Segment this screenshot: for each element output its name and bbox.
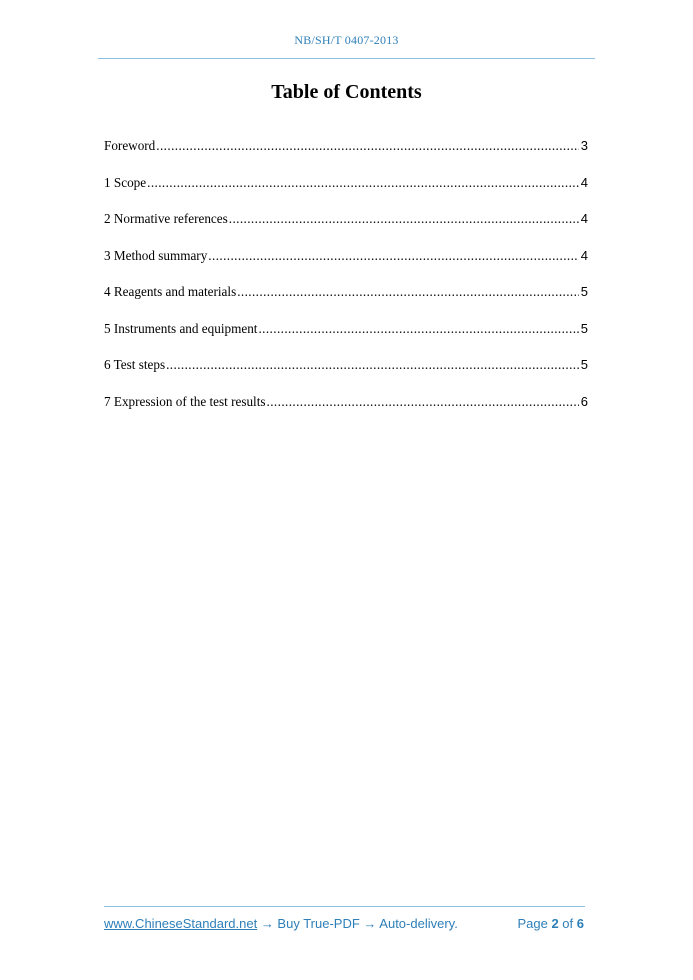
toc-list: [104, 138, 588, 430]
toc-entry-label: 2 Normative references: [104, 211, 228, 226]
toc-entry-foreword[interactable]: [104, 138, 588, 175]
current-page-number: 2: [551, 916, 559, 931]
toc-entry-label: 7 Expression of the test results: [104, 393, 266, 409]
toc-entry-label: Foreword: [104, 138, 156, 153]
document-code-header: NB/SH/T 0407-2013: [294, 33, 399, 47]
toc-entry-label: 6 Test steps: [104, 357, 166, 372]
toc-entry-page: 6: [580, 393, 588, 409]
toc-dot-leader: [156, 138, 578, 154]
page-prefix: Page: [517, 916, 552, 931]
header-divider: [98, 58, 595, 59]
website-link[interactable]: www.ChineseStandard.net: [104, 916, 258, 931]
toc-entry-page: 3: [580, 138, 588, 153]
toc-entry-page: 4: [580, 247, 588, 263]
toc-entry-expression-results[interactable]: [104, 394, 588, 431]
toc-entry-normative-references[interactable]: [104, 211, 588, 248]
toc-entry-page: 4: [580, 211, 588, 226]
toc-dot-leader: [237, 284, 579, 300]
toc-entry-scope[interactable]: [104, 175, 588, 212]
toc-entry-page: 5: [580, 320, 588, 336]
toc-dot-leader: [147, 175, 579, 191]
toc-dot-leader: [166, 357, 579, 373]
footer-divider: [104, 906, 585, 907]
toc-dot-leader: [208, 248, 578, 264]
page-footer: [104, 916, 588, 931]
toc-title: Table of Contents: [271, 81, 422, 103]
toc-entry-reagents-materials[interactable]: [104, 284, 588, 321]
toc-entry-label: 1 Scope: [104, 174, 147, 190]
toc-entry-method-summary[interactable]: [104, 248, 588, 285]
toc-entry-page: 4: [580, 174, 588, 190]
toc-entry-page: 5: [580, 284, 588, 299]
page-of-text: of: [558, 916, 577, 931]
toc-entry-page: 5: [580, 357, 588, 372]
total-pages-number: 6: [576, 916, 584, 931]
page-indicator: [517, 916, 584, 931]
footer-promo-text: → Buy True-PDF → Auto-delivery.: [257, 916, 458, 931]
toc-entry-test-steps[interactable]: [104, 357, 588, 394]
toc-dot-leader: [229, 211, 579, 227]
toc-entry-label: 5 Instruments and equipment: [104, 320, 258, 336]
toc-dot-leader: [258, 321, 578, 337]
toc-entry-instruments-equipment[interactable]: [104, 321, 588, 358]
toc-entry-label: 3 Method summary: [104, 247, 208, 263]
toc-entry-label: 4 Reagents and materials: [104, 284, 237, 299]
toc-dot-leader: [267, 394, 579, 410]
